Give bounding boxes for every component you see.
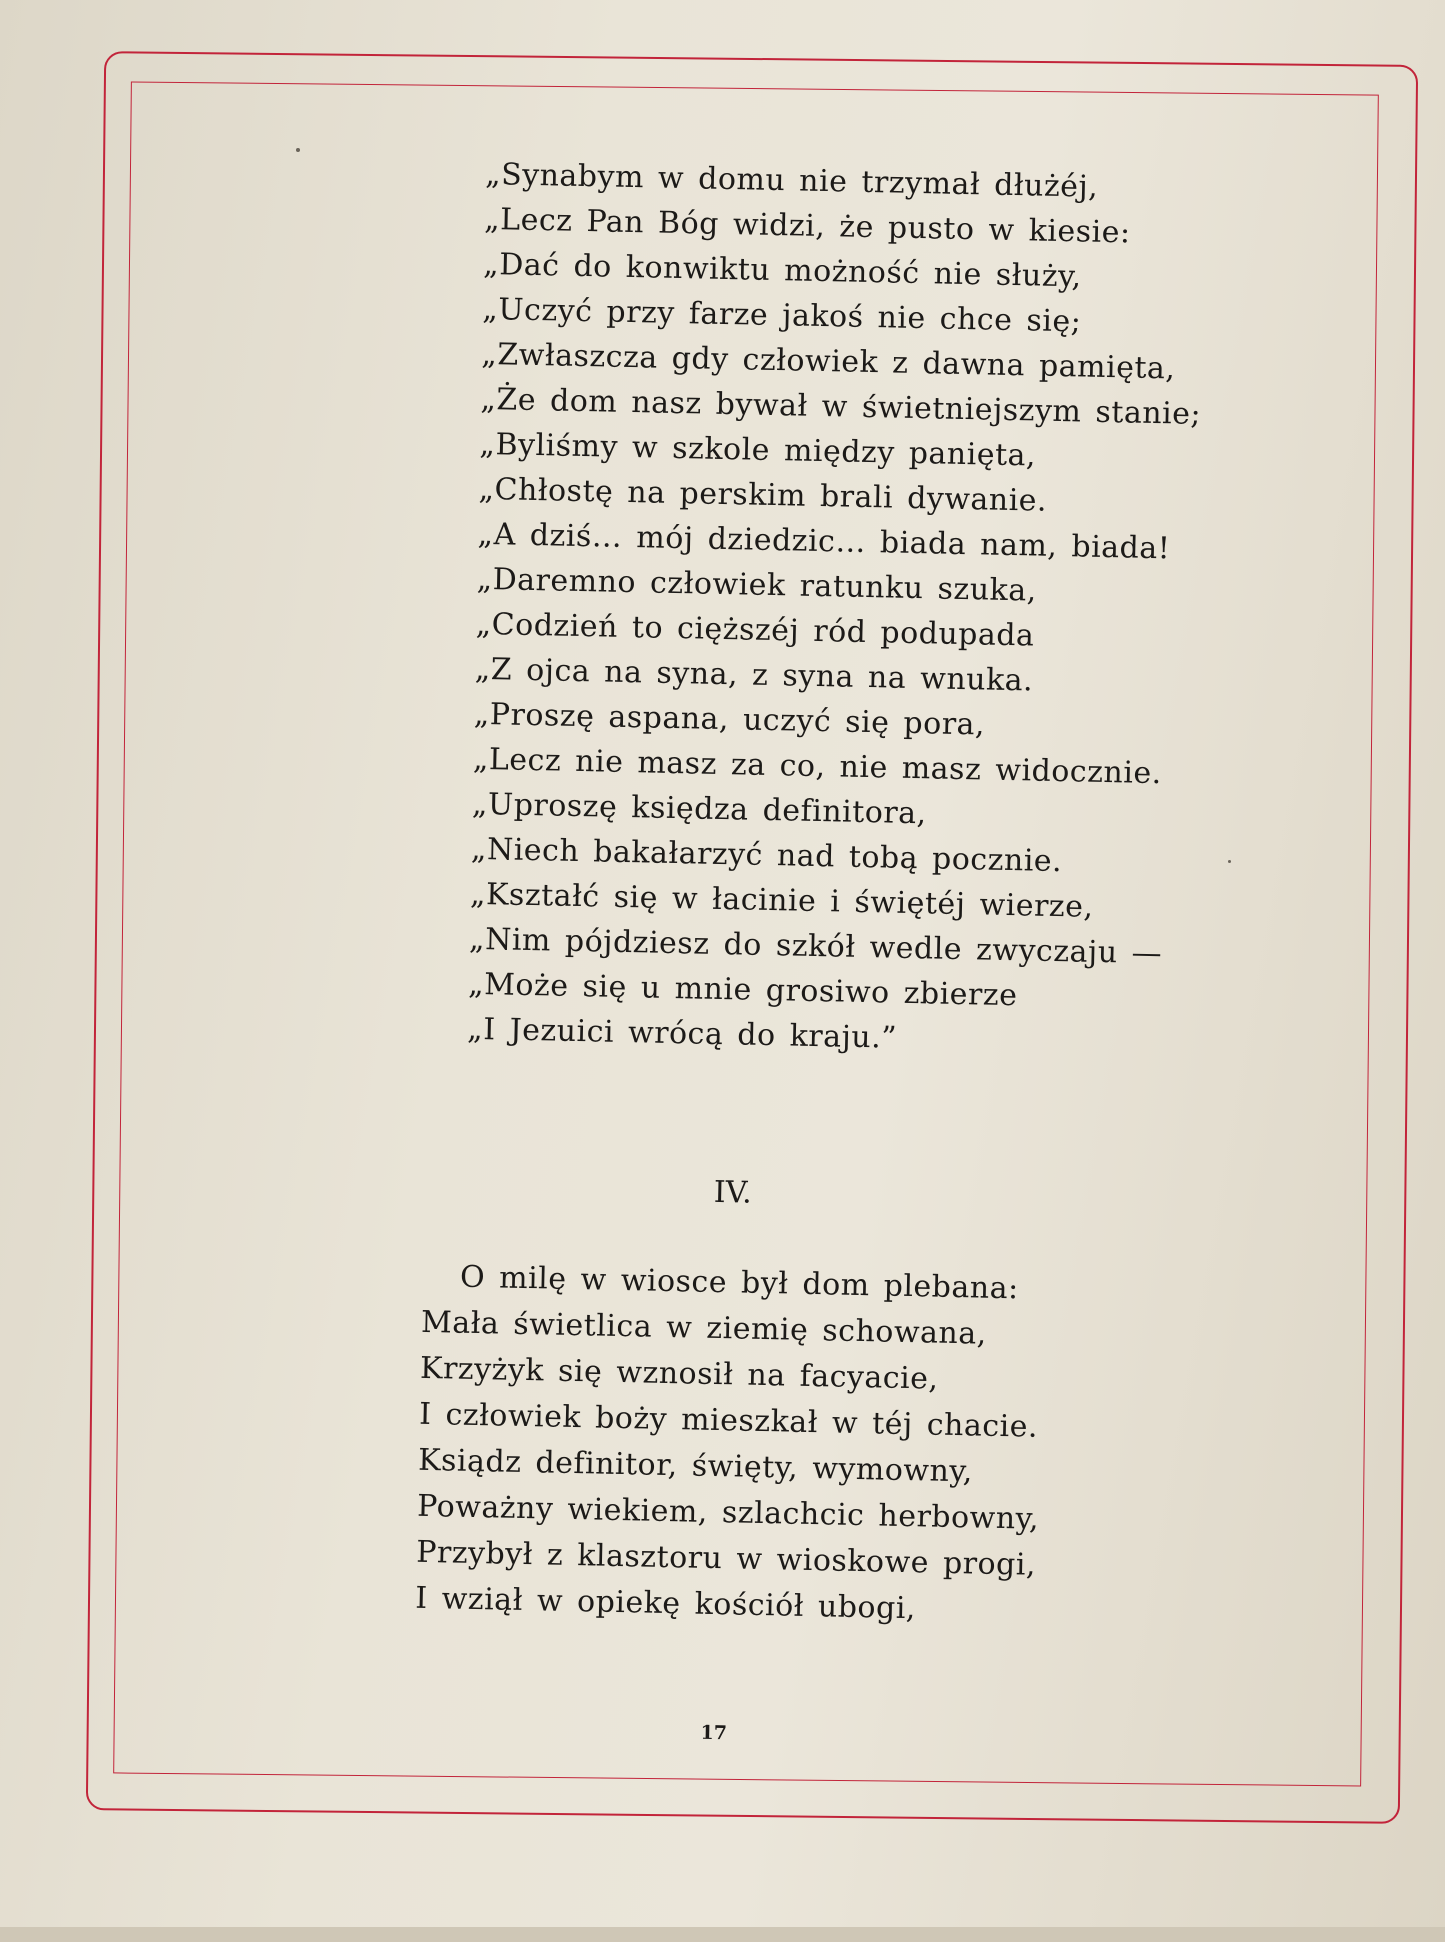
poem-line: „Daremno człowiek ratunku szuka,: [476, 561, 1038, 609]
poem-line: Poważny wiekiem, szlachcic herbowny,: [416, 1488, 1040, 1537]
page-number: 17: [700, 1721, 728, 1745]
poem-line: „Niech bakałarzyć nad tobą pocznie.: [470, 831, 1063, 880]
poem-line: „Zwłaszcza gdy człowiek z dawna pamięta,: [481, 336, 1176, 387]
poem-line: I człowiek boży mieszkał w téj chacie.: [418, 1396, 1039, 1445]
poem-line: Mała świetlica w ziemię schowana,: [420, 1304, 988, 1352]
poem-line: „Lecz nie masz za co, nie masz widocznie.: [472, 741, 1163, 792]
poem-line: Ksiądz definitor, święty, wymowny,: [417, 1442, 974, 1490]
poem-line: „Chłostę na perskim brali dywanie.: [478, 471, 1048, 519]
poem-line: „Codzień to cięższéj ród podupada: [475, 606, 1035, 654]
poem-line: „Proszę aspana, uczyć się pora,: [473, 696, 986, 743]
paper-speck: [1228, 860, 1231, 863]
poem-line: „Byliśmy w szkole między panięta,: [479, 426, 1037, 474]
poem-part-1: [19, 0, 1445, 1056]
poem-line: „Uproszę księdza definitora,: [471, 786, 927, 832]
poem-line: Krzyżyk się wznosił na facyacie,: [419, 1350, 939, 1397]
poem-line: „Uczyć przy farze jakoś nie chce się;: [481, 291, 1082, 340]
poem-line: „I Jezuici wrócą do kraju.”: [466, 1011, 898, 1056]
section-numeral: IV.: [713, 1174, 753, 1211]
poem-line: „Lecz Pan Bóg widzi, że pusto w kiesie:: [483, 201, 1131, 251]
paper-speck: [296, 148, 300, 152]
poem-line: „Z ojca na syna, z syna na wnuka.: [474, 651, 1034, 699]
poem-line: „Może się u mnie grosiwo zbierze: [467, 966, 1018, 1014]
poem-line: I wziął w opiekę kościół ubogi,: [414, 1580, 917, 1627]
poem-line: O milę w wiosce był dom plebana:: [459, 1259, 1020, 1307]
poem-line: Przybył z klasztoru w wioskowe progi,: [415, 1534, 1037, 1583]
poem-line: „Kształć się w łacinie i świętéj wierze,: [469, 876, 1094, 925]
poem-line: „Że dom nasz bywał w świetniejszym stanie;: [480, 381, 1202, 432]
poem-line: „Dać do konwiktu możność nie służy,: [482, 246, 1082, 295]
poem-line: „A dziś… mój dziedzic… biada nam, biada!: [477, 516, 1171, 567]
poem-line: „Nim pójdziesz do szkół wedle zwyczaju —: [468, 921, 1163, 972]
poem-line: „Synabym w domu nie trzymał dłużéj,: [484, 156, 1099, 205]
